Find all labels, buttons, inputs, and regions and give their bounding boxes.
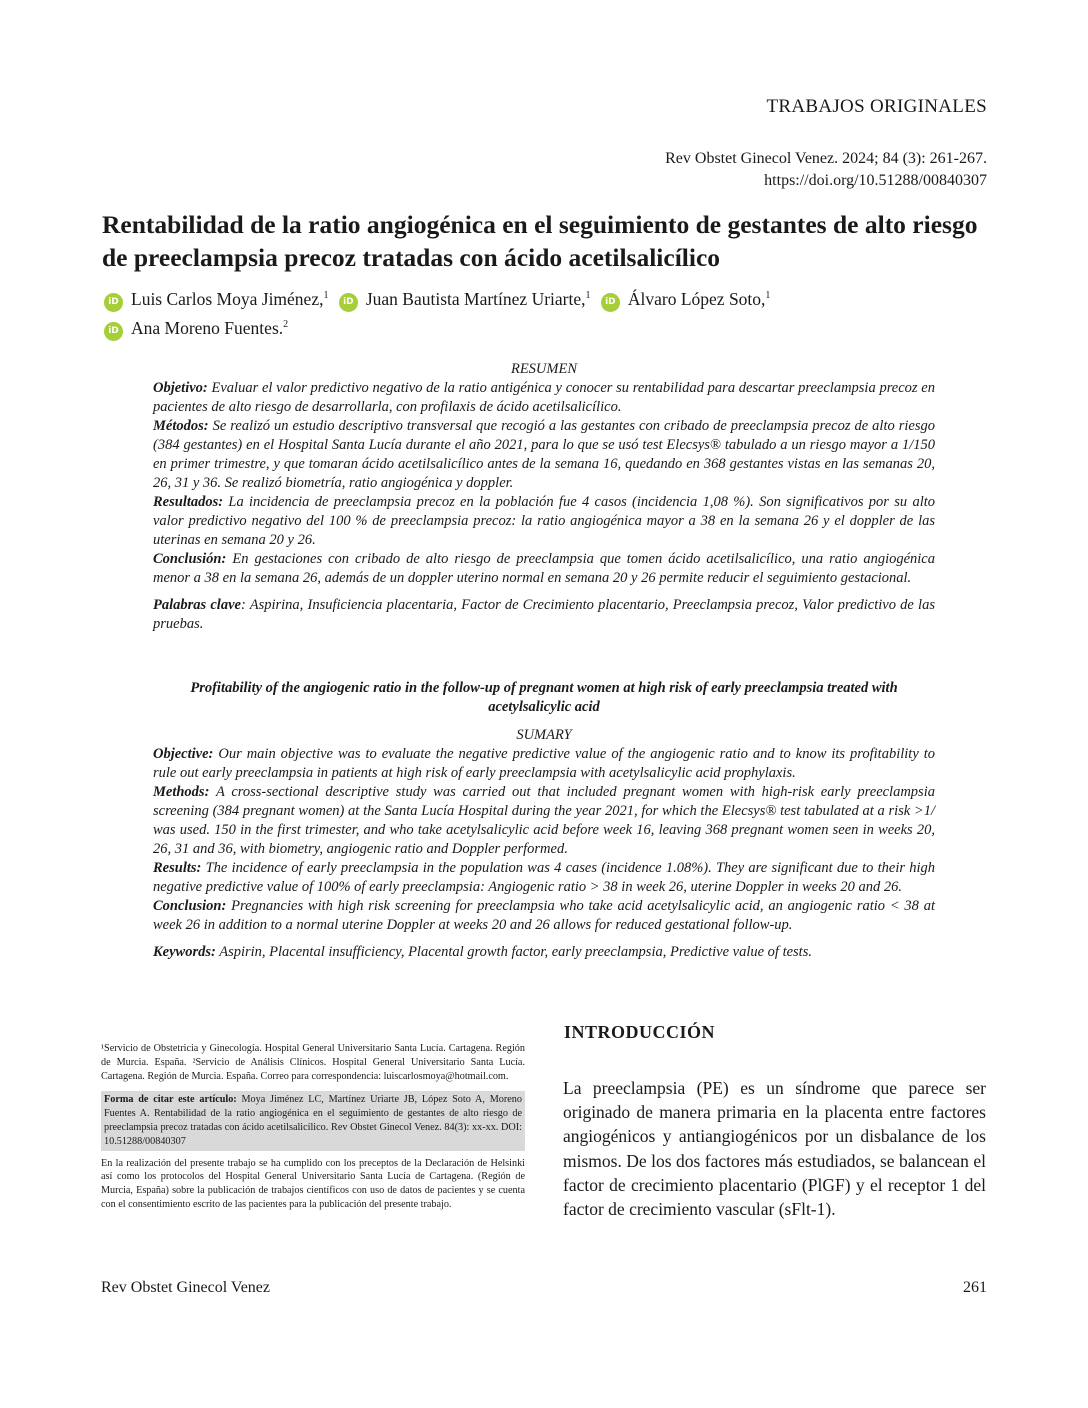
author-list bbox=[104, 283, 984, 341]
author-affiliation: 2 bbox=[283, 318, 289, 330]
author-name: Álvaro López Soto, bbox=[627, 288, 766, 309]
doi-link[interactable]: https://doi.org/10.51288/00840307 bbox=[764, 172, 987, 189]
metodos-label: Métodos: bbox=[153, 418, 209, 434]
author-affiliation: 1 bbox=[765, 290, 771, 301]
orcid-icon[interactable]: iD bbox=[339, 293, 358, 312]
objetivo-label: Objetivo: bbox=[153, 380, 208, 396]
objective-text: Our main objective was to evaluate the negative predictive value of the angiogenic ratio and to know its profitability to rule out early preeclampsia in patients at high risk of early preeclampsia with acetylsalicylic acid prophylaxis. bbox=[153, 746, 935, 781]
conclusion-en-label: Conclusion: bbox=[153, 898, 227, 914]
introduccion-heading: INTRODUCCIÓN bbox=[564, 1022, 716, 1042]
author-affiliation: 1 bbox=[585, 290, 591, 301]
author-item bbox=[339, 289, 591, 309]
resultados-text: La incidencia de preeclampsia precoz en la población fue 4 casos (incidencia 1,08 %). Son significativos por su alto valor predictivo negativo del 100 % de preeclampsia precoz: la ratio angiogénica mayor a 38 en la semana 26 y el doppler de las uterinas en semana 20 y 26. bbox=[153, 494, 935, 548]
objetivo-paragraph bbox=[153, 379, 935, 417]
methods-paragraph bbox=[153, 783, 935, 859]
orcid-icon[interactable]: iD bbox=[104, 293, 123, 312]
section-label: TRABAJOS ORIGINALES bbox=[766, 96, 987, 117]
how-to-cite-label: Forma de citar este artículo: bbox=[104, 1094, 237, 1106]
how-to-cite-text: Moya Jiménez LC, Martínez Uriarte JB, López Soto A, Moreno Fuentes A. Rentabilidad de la ratio angiogénica en el seguimiento de gestantes de alto riesgo de preeclampsia precoz tratadas con ácido acetilsalicílico. Rev Obstet Ginecol Venez. 84(3): xx-xx. DOI: 10.51288/00840307 bbox=[104, 1094, 522, 1147]
affiliations-note: ¹Servicio de Obstetricia y Ginecología. Hospital General Universitario Santa Lucía. Cartagena. Región de Murcia. España. ²Servicio de Análisis Clínicos. Hospital General Universitario Santa Lucía. Cartagena. Región de Murcia. España. Correo para correspondencia: luiscarlosmoya@hotmail.com. bbox=[101, 1043, 525, 1082]
metodos-text: Se realizó un estudio descriptivo transversal que recogió a las gestantes con cribado de preeclampsia precoz de alto riesgo (384 gestantes) en el Hospital Santa Lucía durante el año 2021, para lo que se usó test Elecsys® tabulado a un riesgo mayor a 1/150 en primer trimestre, y que tomaran ácido acetilsalicílico antes de la semana 16, quedando en 368 gestantes vistas en las semanas 20, 26, 31 y 36. Se realizó biometría, ratio angiogénica y doppler. bbox=[153, 418, 935, 491]
author-name: Ana Moreno Fuentes. bbox=[131, 317, 284, 338]
conclusion-label: Conclusión: bbox=[153, 551, 227, 567]
resumen-heading: RESUMEN bbox=[510, 361, 578, 377]
resultados-paragraph bbox=[153, 493, 935, 550]
conclusion-text: En gestaciones con cribado de alto riesgo de preeclampsia que tomen ácido acetilsalicílico, una ratio angiogénica menor a 38 en la semana 26, además de un doppler uterino normal en semana 20 y 26 permite reducir el seguimiento gestacional. bbox=[153, 551, 935, 586]
summary-block bbox=[153, 726, 935, 962]
palabras-clave-paragraph bbox=[153, 596, 935, 634]
palabras-clave-text: : Aspirina, Insuficiencia placentaria, Factor de Crecimiento placentario, Preeclampsia precoz, Valor predictivo de las pruebas. bbox=[153, 597, 935, 632]
conclusion-paragraph bbox=[153, 550, 935, 588]
journal-citation bbox=[665, 148, 987, 192]
resultados-label: Resultados: bbox=[153, 494, 224, 510]
ethics-note: En la realización del presente trabajo se ha cumplido con los preceptos de la Declaración de Helsinki así como los protocolos del Hospital General Universitario Santa Lucía de Cartagena. (Región de Murcia, España) sobre la publicación de trabajos científicos con uso de datos de pacientes y se cuenta con el consentimiento escrito de las pacientes para la publicación del presente trabajo. bbox=[101, 1157, 525, 1210]
citation-line: Rev Obstet Ginecol Venez. 2024; 84 (3): 261-267. bbox=[665, 150, 987, 167]
keywords-paragraph bbox=[153, 943, 935, 962]
author-item bbox=[104, 289, 328, 309]
article-title: Rentabilidad de la ratio angiogénica en el seguimiento de gestantes de alto riesgo de preeclampsia precoz tratadas con ácido acetilsalicílico bbox=[102, 210, 978, 272]
conclusion-en-paragraph bbox=[153, 897, 935, 935]
conclusion-en-text: Pregnancies with high risk screening for preeclampsia who take acid acetylsalicylic acid, an angiogenic ratio < 38 at week 26 in addition to a normal uterine Doppler at weeks 20 and 26 allows for reduced gestational follow-up. bbox=[153, 898, 936, 933]
orcid-icon[interactable]: iD bbox=[601, 293, 620, 312]
keywords-text: Aspirin, Placental insufficiency, Placental growth factor, early preeclampsia, Predictive value of tests. bbox=[215, 944, 812, 960]
methods-label: Methods: bbox=[153, 784, 210, 800]
author-name: Luis Carlos Moya Jiménez, bbox=[131, 288, 324, 309]
author-item bbox=[601, 289, 771, 309]
results-paragraph bbox=[153, 859, 935, 897]
palabras-clave-label: Palabras clave bbox=[153, 597, 241, 613]
english-title: Profitability of the angiogenic ratio in the follow-up of pregnant women at high risk of early preeclampsia treated with acetylsalicylic acid bbox=[190, 680, 898, 715]
footer-journal: Rev Obstet Ginecol Venez bbox=[101, 1279, 270, 1296]
summary-heading: SUMARY bbox=[516, 727, 572, 743]
footnotes bbox=[101, 1042, 525, 1212]
resumen-block bbox=[153, 360, 935, 634]
methods-text: A cross-sectional descriptive study was carried out that included pregnant women with high-risk early preeclampsia screening (384 pregnant women) at the Santa Lucía Hospital during the year 2021, for which the Elecsys® test tabulated at a risk >1/ was used. 150 in the first trimester, and who take acetylsalicylic acid before week 16, leaving 368 pregnant women seen in weeks 20, 26, 31 and 36, with biometry, angiogenic ratio and Doppler performed. bbox=[153, 784, 935, 857]
keywords-label: Keywords: bbox=[153, 944, 216, 960]
author-name: Juan Bautista Martínez Uriarte, bbox=[365, 288, 586, 309]
results-text: The incidence of early preeclampsia in the population was 4 cases (incidence 1.08%). They are significant due to their high negative predictive value of 100% of early preeclampsia: Angiogenic ratio > 38 in week 26, uterine Doppler in weeks 20 and 26. bbox=[153, 860, 936, 895]
objective-label: Objective: bbox=[153, 746, 214, 762]
objective-paragraph bbox=[153, 745, 935, 783]
metodos-paragraph bbox=[153, 417, 935, 493]
introduccion-text: La preeclampsia (PE) es un síndrome que parece ser originado de manera primaria en la placenta entre factores angiogénicos y antiangiogénicos por un disbalance de los mismos. De los dos factores más estudiados, se balancean el factor de crecimiento placentario (PlGF) y el receptor 1 del factor de crecimiento vascular (sFlt-1). bbox=[563, 1078, 986, 1220]
how-to-cite-box bbox=[101, 1091, 525, 1150]
orcid-icon[interactable]: iD bbox=[104, 322, 123, 341]
results-label: Results: bbox=[153, 860, 202, 876]
objetivo-text: Evaluar el valor predictivo negativo de la ratio antigénica y conocer su rentabilidad para descartar preeclampsia precoz en pacientes de alto riesgo de desarrollarla, con profilaxis de ácido acetilsalicílico. bbox=[153, 380, 935, 415]
author-affiliation: 1 bbox=[323, 290, 329, 301]
page-number: 261 bbox=[963, 1279, 987, 1296]
author-item bbox=[104, 318, 288, 338]
